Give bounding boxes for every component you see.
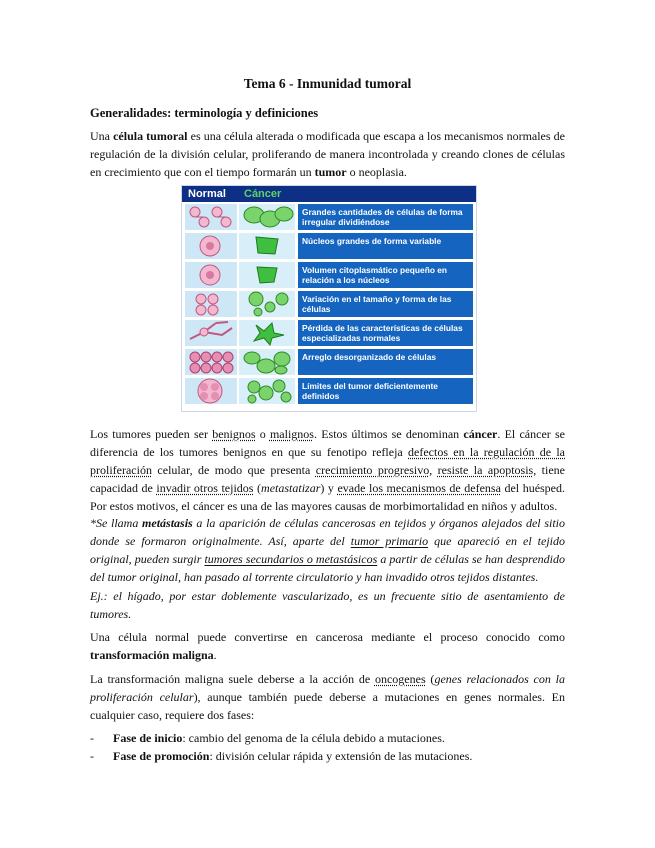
figure-row-text: Volumen citoplasmático pequeño en relación a los núcleos xyxy=(298,262,473,288)
list-item: - Fase de promoción: división celular rápida y extensión de las mutaciones. xyxy=(90,749,473,763)
figure-row-text: Variación en el tamaño y forma de las células xyxy=(298,291,473,317)
figure-row-text: Núcleos grandes de forma variable xyxy=(298,233,473,259)
specialized-cells-icon xyxy=(182,319,298,347)
figure-row xyxy=(182,203,476,231)
figure-row xyxy=(182,377,476,405)
normal-vs-cancer-figure xyxy=(181,185,477,412)
cytoplasm-cells-icon xyxy=(182,261,298,289)
figure-header xyxy=(182,186,476,202)
disorganized-cells-icon xyxy=(182,348,298,376)
figure-row xyxy=(182,348,476,376)
document-title: Tema 6 - Inmunidad tumoral xyxy=(243,76,412,91)
figure-row-text: Grandes cantidades de células de forma irregular dividiéndose xyxy=(298,204,473,230)
paragraph-oncogenes: La transformación maligna suele deberse a la acción de oncogenes (genes relacionados con la proliferación celular), aunque también puede deberse a mutaciones en genes normales. En cualquier caso, requiere dos fases: xyxy=(90,672,566,722)
phases-list xyxy=(90,729,565,765)
paragraph-metastasis: *Se llama metástasis a la aparición de células cancerosas en tejidos y órganos alejados del sitio donde se formaron originalmente. Así, aparte del tumor primario que apareció en el tejido original, pueden surgir tumores secundarios o metastásicos a partir de células se han desprendido del tumor original, han pasado al torrente circulatorio y han invadido otros tejidos distantes. xyxy=(90,516,565,584)
list-item: - Fase de inicio: cambio del genoma de la célula debido a mutaciones. xyxy=(90,731,445,745)
dividing-cells-icon xyxy=(182,203,298,231)
figure-header-cancer: Cáncer xyxy=(244,188,282,200)
paragraph-tumor-cell: Una célula tumoral es una célula alterada o modificada que escapa a los mecanismos normales de regulación de la división celular, proliferando de manera incontrolada y creando clones de células en crecimiento que con el tiempo formarán un tumor o neoplasia. xyxy=(90,129,565,179)
section-heading: Generalidades: terminología y definiciones xyxy=(90,106,319,120)
tumor-borders-icon xyxy=(182,377,298,405)
figure-row xyxy=(182,261,476,289)
figure-row xyxy=(182,319,476,347)
figure-row-text: Arreglo desorganizado de células xyxy=(298,349,473,375)
figure-row-text: Límites del tumor deficientemente definidos xyxy=(298,378,473,404)
paragraph-tumors: Los tumores pueden ser benignos o malignos. Estos últimos se denominan cáncer. El cáncer se diferencia de los tumores benignos en que su fenotipo refleja defectos en la regulación de la proliferación celular, de modo que presenta crecimiento progresivo, resiste la apoptosis, tiene capacidad de invadir otros tejidos (metastatizar) y evade los mecanismos de defensa del huésped. Por estos motivos, el cáncer es una de las mayores causas de morbimortalidad en niños y adultos. xyxy=(90,427,566,513)
figure-row xyxy=(182,232,476,260)
figure-row xyxy=(182,290,476,318)
size-variation-cells-icon xyxy=(182,290,298,318)
paragraph-example: Ej.: el hígado, por estar doblemente vascularizado, es un frecuente sitio de asentamiento de tumores. xyxy=(90,589,565,621)
paragraph-malignant-transformation: Una célula normal puede convertirse en cancerosa mediante el proceso conocido como transformación maligna. xyxy=(90,630,565,662)
figure-header-normal: Normal xyxy=(188,188,226,200)
figure-row-text: Pérdida de las características de células especializadas normales xyxy=(298,320,473,346)
nucleus-cells-icon xyxy=(182,232,298,260)
